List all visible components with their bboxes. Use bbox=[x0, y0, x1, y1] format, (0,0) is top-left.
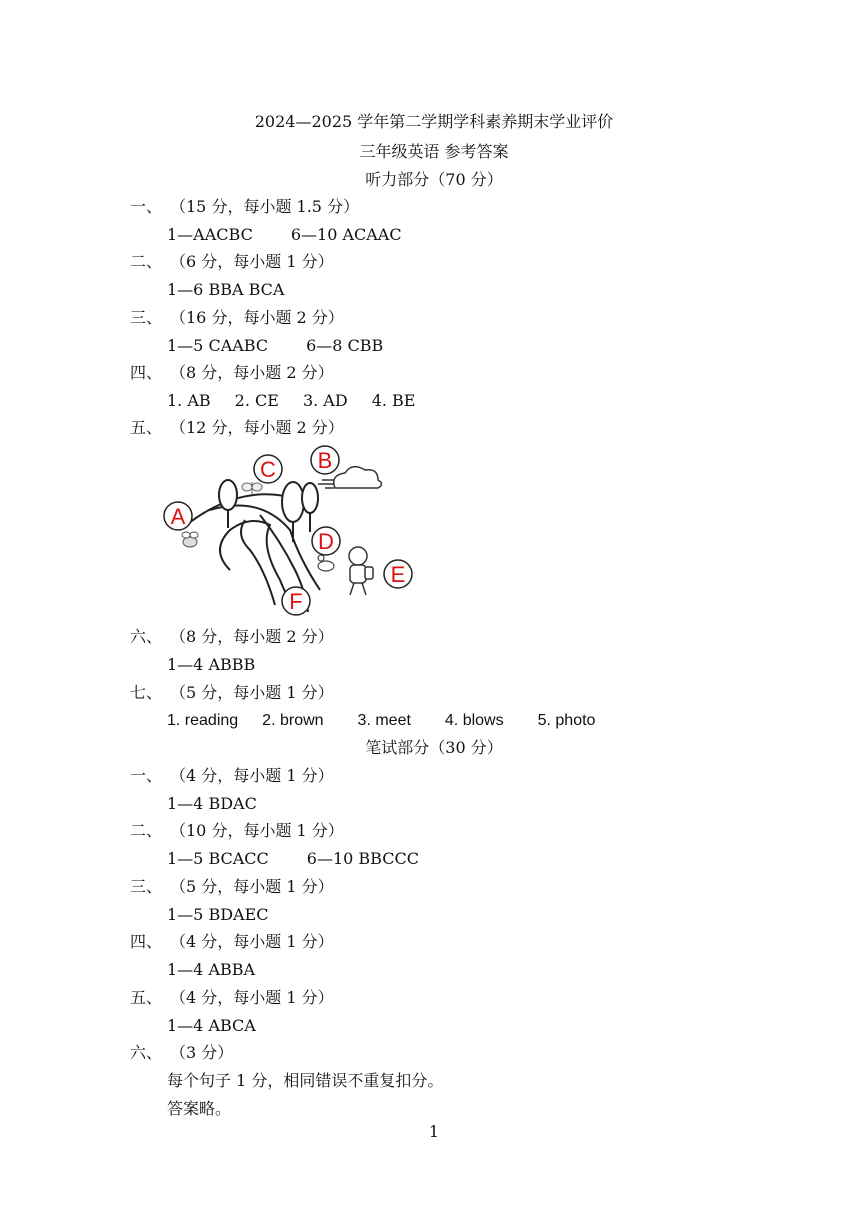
section-desc: （5 分，每小题 1 分） bbox=[170, 877, 334, 896]
section-desc: （8 分，每小题 2 分） bbox=[170, 363, 334, 382]
answer: 2. brown bbox=[262, 712, 324, 729]
section-number: 五、 bbox=[130, 988, 163, 1007]
answer: 1—4 BDAC bbox=[167, 794, 257, 813]
answer: 1—5 BDAEC bbox=[167, 905, 269, 924]
answer: 4. BE bbox=[371, 391, 416, 410]
answer: 1—4 ABBA bbox=[167, 960, 256, 979]
answer-line bbox=[167, 849, 419, 869]
svg-text:B: B bbox=[317, 448, 333, 473]
tree-icon bbox=[282, 482, 304, 542]
section-header bbox=[130, 683, 334, 703]
svg-text:F: F bbox=[289, 589, 303, 614]
label-f bbox=[282, 587, 310, 615]
answer-line bbox=[167, 280, 284, 300]
section-number: 五、 bbox=[130, 418, 163, 437]
answer: 3. AD bbox=[302, 391, 348, 410]
section-number: 三、 bbox=[130, 308, 163, 327]
section-desc: （16 分，每小题 2 分） bbox=[170, 308, 344, 327]
duck-icon bbox=[318, 555, 334, 571]
answer: 6—10 BBCCC bbox=[306, 849, 419, 868]
svg-text:C: C bbox=[260, 457, 276, 482]
answer: 6—8 CBB bbox=[306, 336, 384, 355]
answer: 1—4 ABCA bbox=[167, 1016, 256, 1035]
answer-line bbox=[167, 960, 255, 980]
svg-text:E: E bbox=[390, 562, 406, 587]
section-desc: （15 分，每小题 1.5 分） bbox=[170, 197, 360, 216]
answer-line bbox=[167, 794, 257, 814]
label-e bbox=[384, 560, 412, 588]
section-desc: （3 分） bbox=[170, 1043, 234, 1062]
section-desc: （10 分，每小题 1 分） bbox=[170, 821, 344, 840]
scoring-note: 每个句子 1 分，相同错误不重复扣分。 bbox=[167, 1071, 444, 1090]
section-desc: （4 分，每小题 1 分） bbox=[170, 932, 334, 951]
answer: 1—5 BCACC bbox=[167, 849, 269, 868]
svg-text:A: A bbox=[170, 504, 186, 529]
answer-line bbox=[167, 225, 402, 245]
section-number: 二、 bbox=[130, 252, 163, 271]
section-header bbox=[130, 821, 344, 841]
answer: 1—5 CAABC bbox=[167, 336, 269, 355]
answer: 5. photo bbox=[537, 712, 596, 729]
section-number: 四、 bbox=[130, 932, 163, 951]
butterfly-icon bbox=[242, 482, 262, 494]
section-header bbox=[130, 766, 334, 786]
answer: 2. CE bbox=[234, 391, 279, 410]
section-header bbox=[130, 197, 359, 217]
written-heading: 笔试部分（30 分） bbox=[365, 738, 503, 757]
listening-heading: 听力部分（70 分） bbox=[365, 170, 503, 189]
answer: 1. reading bbox=[167, 712, 239, 729]
section-number: 二、 bbox=[130, 821, 163, 840]
section-number: 一、 bbox=[130, 766, 163, 785]
answer-line bbox=[167, 905, 269, 925]
answer-line bbox=[167, 391, 415, 411]
answer: 1. AB bbox=[167, 391, 211, 410]
section-header bbox=[130, 627, 334, 647]
answer: 1—4 ABBB bbox=[167, 655, 256, 674]
page-title: 2024—2025 学年第二学期学科素养期末学业评价 bbox=[254, 112, 614, 131]
answer: 6—10 ACAAC bbox=[290, 225, 402, 244]
section-header bbox=[130, 418, 344, 438]
answer-line bbox=[167, 655, 255, 675]
hiker-boy-icon bbox=[349, 547, 373, 595]
section-number: 六、 bbox=[130, 1043, 163, 1062]
answer: 3. meet bbox=[357, 712, 411, 729]
page-number: 1 bbox=[428, 1122, 440, 1141]
answer-figure bbox=[150, 440, 430, 620]
answer: 4. blows bbox=[444, 712, 504, 729]
label-d bbox=[312, 527, 340, 555]
answer: 1—6 BBA BCA bbox=[167, 280, 285, 299]
section-number: 四、 bbox=[130, 363, 163, 382]
section-desc: （4 分，每小题 1 分） bbox=[170, 988, 334, 1007]
section-header bbox=[130, 877, 334, 897]
label-c bbox=[254, 455, 282, 483]
section-header bbox=[130, 363, 334, 383]
label-b bbox=[311, 446, 339, 474]
tree-icon bbox=[302, 483, 318, 532]
section-number: 一、 bbox=[130, 197, 163, 216]
answer-line bbox=[167, 336, 383, 356]
section-number: 七、 bbox=[130, 683, 163, 702]
section-number: 六、 bbox=[130, 627, 163, 646]
section-header bbox=[130, 1043, 233, 1063]
answer-line bbox=[167, 711, 595, 731]
answer: 1—AACBC bbox=[167, 225, 253, 244]
section-header bbox=[130, 308, 344, 328]
page-subtitle: 三年级英语 参考答案 bbox=[359, 142, 509, 161]
section-header bbox=[130, 252, 334, 272]
section-desc: （4 分，每小题 1 分） bbox=[170, 766, 334, 785]
tree-icon bbox=[219, 480, 237, 528]
section-desc: （12 分，每小题 2 分） bbox=[170, 418, 344, 437]
section-desc: （6 分，每小题 1 分） bbox=[170, 252, 334, 271]
section-header bbox=[130, 988, 334, 1008]
section-number: 三、 bbox=[130, 877, 163, 896]
svg-text:D: D bbox=[318, 529, 334, 554]
section-desc: （5 分，每小题 1 分） bbox=[170, 683, 334, 702]
label-a bbox=[164, 502, 192, 530]
section-desc: （8 分，每小题 2 分） bbox=[170, 627, 334, 646]
scoring-note: 答案略。 bbox=[167, 1099, 232, 1118]
answer-line bbox=[167, 1016, 256, 1036]
bee-icon bbox=[182, 532, 198, 547]
section-header bbox=[130, 932, 334, 952]
